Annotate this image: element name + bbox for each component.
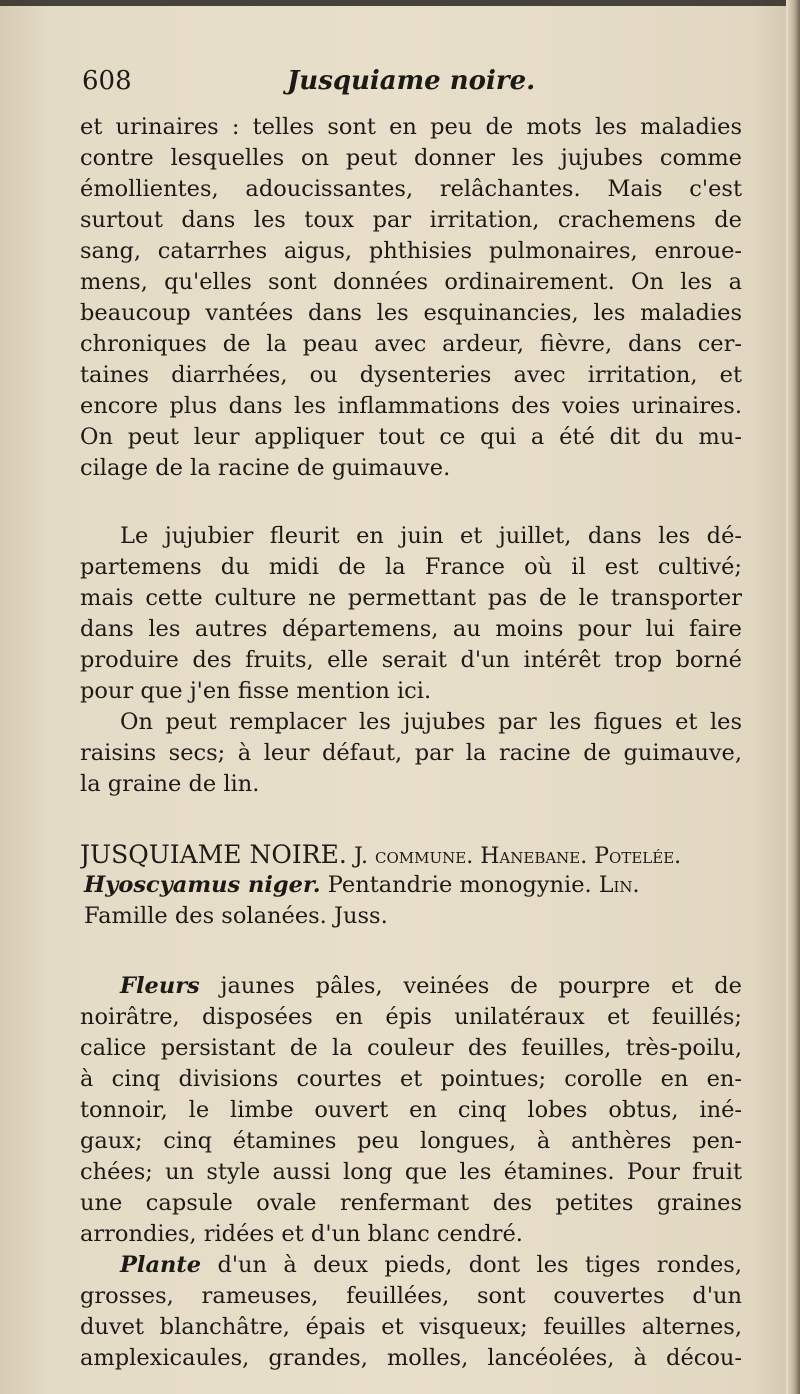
entry-title-line (80, 839, 742, 870)
text-line: la graine de lin. (80, 771, 260, 797)
text-line: chées; un style aussi long que les étamines. Pour fruit (80, 1159, 742, 1185)
plante-label: Plante (120, 1252, 202, 1278)
text-line: une capsule ovale renfermant des petites graines (80, 1190, 742, 1216)
fleurs-section (80, 971, 742, 1250)
family-line: Famille des solanées. Juss. (84, 903, 388, 929)
text-line: encore plus dans les inflammations des voies urinaires. (80, 393, 742, 419)
text-line: arrondies, ridées et d'un blanc cendré. (80, 1221, 523, 1247)
paragraph-1 (80, 112, 742, 484)
text-line: mens, qu'elles sont données ordinairement. On les a (80, 269, 742, 295)
entry-heading (80, 839, 742, 932)
plante-section (80, 1250, 742, 1374)
text-line: mais cette culture ne permettant pas de le transporter (80, 585, 742, 611)
text-line: partemens du midi de la France où il est cultivé; (80, 554, 742, 580)
text-line: calice persistant de la couleur des feuilles, très-poilu, (80, 1035, 742, 1061)
top-edge (0, 0, 800, 6)
text-line: et urinaires : telles sont en peu de mots les maladies (80, 114, 742, 140)
entry-title: JUSQUIAME NOIRE. (80, 840, 347, 869)
body-text (80, 112, 742, 1374)
text-line: chroniques de la peau avec ardeur, fièvre, dans cer- (80, 331, 742, 357)
page-number: 608 (82, 66, 132, 96)
paragraph-2 (80, 521, 742, 707)
running-title: Jusquiame noire. (287, 66, 536, 96)
text-line: On peut leur appliquer tout ce qui a été dit du mu- (80, 424, 742, 450)
text-line: produire des fruits, elle serait d'un intérêt trop borné (80, 647, 742, 673)
text-line: surtout dans les toux par irritation, crachemens de (80, 207, 742, 233)
classification: Pentandrie monogynie. (327, 872, 592, 898)
text-line: beaucoup vantées dans les esquinancies, les maladies (80, 300, 742, 326)
fleurs-label: Fleurs (120, 973, 200, 999)
text-line: noirâtre, disposées en épis unilatéraux et feuillés; (80, 1004, 742, 1030)
text-line: grosses, rameuses, feuillées, sont couvertes d'un (80, 1283, 742, 1309)
text-line: raisins secs; à leur défaut, par la racine de guimauve, (80, 740, 742, 766)
entry-latin-line (80, 870, 742, 901)
text-line: cilage de la racine de guimauve. (80, 455, 451, 481)
text-line: duvet blanchâtre, épais et visqueux; feuilles alternes, (80, 1314, 742, 1340)
text-line: amplexicaules, grandes, molles, lancéolées, à décou- (80, 1345, 742, 1371)
text-line: dans les autres départemens, au moins pour lui faire (80, 616, 742, 642)
page-gutter-shadow (786, 0, 800, 1394)
text-line: pour que j'en fisse mention ici. (80, 678, 432, 704)
text-line: à cinq divisions courtes et pointues; corolle en en- (80, 1066, 742, 1092)
paragraph-3 (80, 707, 742, 800)
text-line: émollientes, adoucissantes, relâchantes. Mais c'est (80, 176, 742, 202)
text-line: contre lesquelles on peut donner les jujubes comme (80, 145, 742, 171)
text-line: taines diarrhées, ou dysenteries avec irritation, et (80, 362, 742, 388)
text-line: Le jujubier fleurit en juin et juillet, dans les dé- (120, 523, 742, 549)
latin-name: Hyoscyamus niger. (84, 872, 321, 898)
text-line: sang, catarrhes aigus, phthisies pulmonaires, enroue- (80, 238, 742, 264)
classification-author: Lin. (598, 873, 640, 898)
text-line: gaux; cinq étamines peu longues, à anthères pen- (80, 1128, 742, 1154)
entry-synonyms: J. commune. Hanebane. Potelée. (353, 844, 682, 869)
text-line: tonnoir, le limbe ouvert en cinq lobes obtus, iné- (80, 1097, 742, 1123)
text-line: Fleurs jaunes pâles, veinées de pourpre et de (120, 973, 742, 999)
text-line: Plante d'un à deux pieds, dont les tiges rondes, (120, 1252, 742, 1278)
text-line: On peut remplacer les jujubes par les figues et les (120, 709, 742, 735)
page-header (82, 66, 742, 106)
